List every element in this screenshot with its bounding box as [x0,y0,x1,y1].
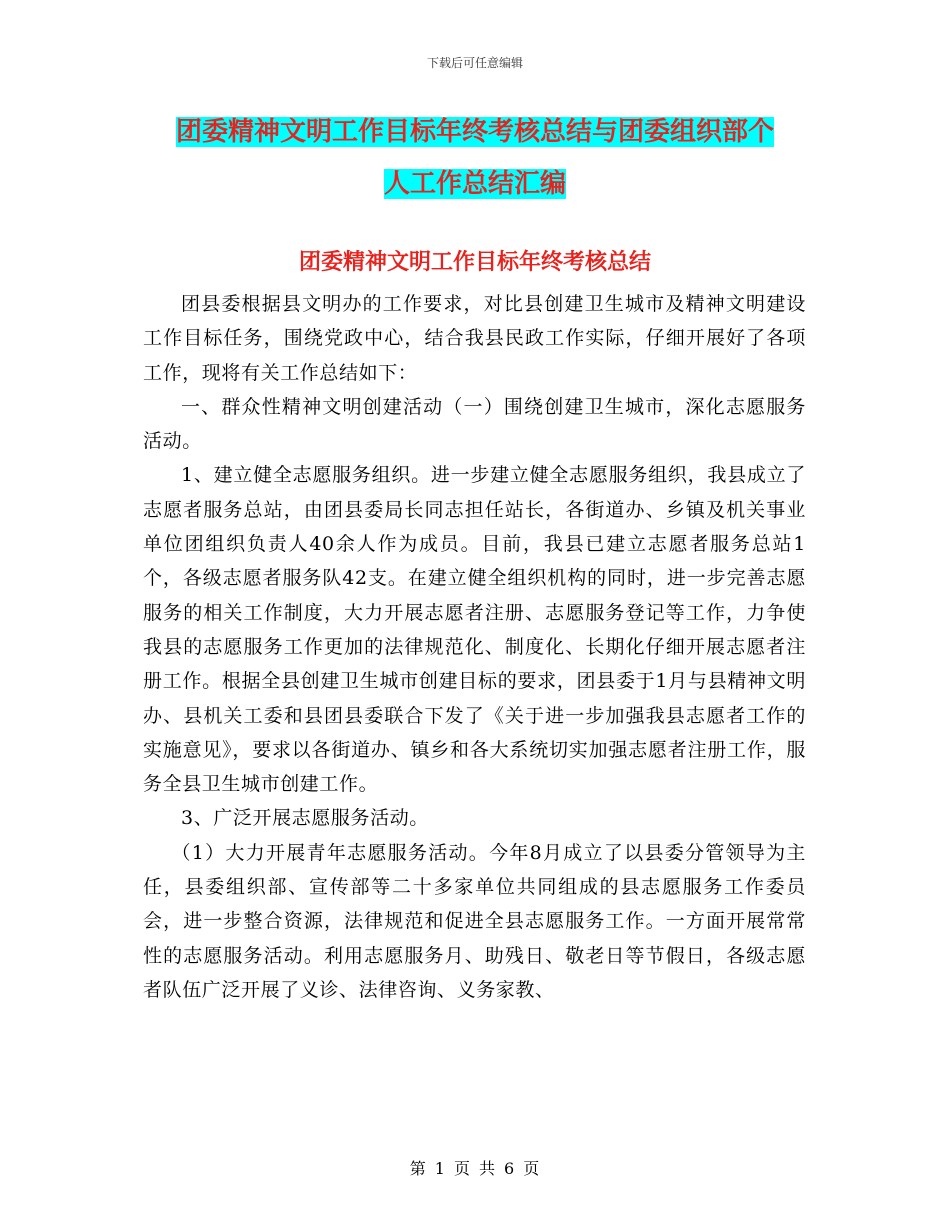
paragraph-heading-three: 3、广泛开展志愿服务活动。 [181,807,429,830]
footer-total-pages: 6 [504,1159,516,1178]
document-title [150,106,800,210]
body-text [143,287,806,1007]
paragraph-organization: 1、建立健全志愿服务组织。进一步建立健全志愿服务组织，我县成立了志愿者服务总站，由团县委局长同志担任站长，各街道办、乡镇及机关事业单位团组织负责人40余人作为成员。目前，我县已建立志愿者服务总站1个，各级志愿者服务队42支。在建立健全组织机构的同时，进一步完善志愿服务的相关工作制度，大力开展志愿者注册、志愿服务登记等工作，力争使我县的志愿服务工作更加的法律规范化、制度化、长期化仔细开展志愿者注册工作。根据全县创建卫生城市创建目标的要求，团县委于1月与县精神文明办、县机关工委和县团县委联合下发了《关于进一步加强我县志愿者工作的实施意见》，要求以各街道办、镇乡和各大系统切实加强志愿者注册工作，服务全县卫生城市创建工作。 [143,464,806,796]
footer-page-unit: 页 [453,1159,471,1178]
paragraph-youth-volunteer: （1）大力开展青年志愿服务活动。今年8月成立了以县委分管领导为主任，县委组织部、宣传部等二十多家单位共同组成的县志愿服务工作委员会，进一步整合资源，法律规范和促进全县志愿服务工作。一方面开展常常性的志愿服务活动。利用志愿服务月、助残日、敬老日等节假日，各级志愿者队伍广泛开展了义诊、法律咨询、义务家教、 [143,841,806,1001]
footer-total-prefix: 共 [479,1159,497,1178]
footer-total-unit: 页 [523,1159,541,1178]
document-title-line-1: 团委精神文明工作目标年终考核总结与团委组织部个 [175,117,774,147]
header-note: 下载后可任意编辑 [426,56,523,70]
paragraph-intro: 团县委根据县文明办的工作要求，对比县创建卫生城市及精神文明建设工作目标任务，围绕党政中心，结合我县民政工作实际，仔细开展好了各项工作，现将有关工作总结如下： [143,293,806,384]
document-title-line-2: 人工作总结汇编 [383,169,566,199]
footer-page-number: 1 [434,1159,446,1178]
paragraph-heading-one: 一、群众性精神文明创建活动（一）围绕创建卫生城市，深化志愿服务活动。 [143,395,806,453]
footer-prefix: 第 [409,1159,427,1178]
page-footer [0,1156,950,1179]
section-title: 团委精神文明工作目标年终考核总结 [298,250,651,275]
